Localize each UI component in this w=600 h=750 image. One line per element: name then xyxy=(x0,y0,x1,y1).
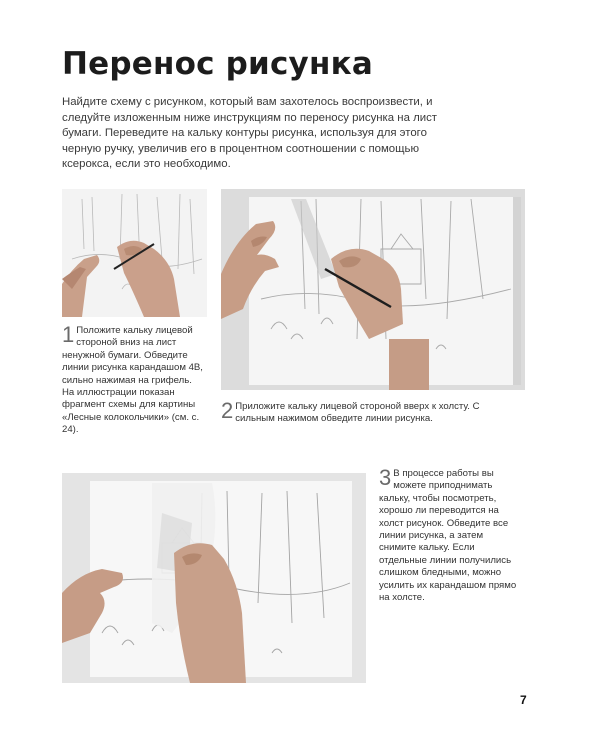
page-title: Перенос рисунка xyxy=(62,46,373,82)
step2-photo xyxy=(221,189,525,390)
step-text: В процессе работы вы можете приподнимать кальку, чтобы посмотреть, хорошо ли переводится на холст рисунок. Обведите все линии рисунка, а затем снимите кальку. Если отдельные линии получились слишком бледными, можно усилить их карандашом прямо на холсте. xyxy=(379,468,517,604)
step-1 xyxy=(62,322,205,437)
step1-photo xyxy=(62,189,207,317)
step-text: Приложите кальку лицевой стороной вверх к холсту. С сильным нажимом обведите линии рисунка. xyxy=(235,401,480,425)
step-number: 1 xyxy=(62,322,75,347)
step-number: 2 xyxy=(221,398,234,423)
step-text: Положите кальку лицевой стороной вниз на лист ненужной бумаги. Обведите линии рисунка карандашом 4В, сильно нажимая на грифель. На иллюстрации показан фрагмент схемы для картины «Лесные колокольчики» (см. с. 24). xyxy=(62,325,203,436)
page-number: 7 xyxy=(520,693,527,707)
step-number: 3 xyxy=(379,465,392,490)
step-3 xyxy=(379,465,521,604)
intro-paragraph: Найдите схему с рисунком, который вам захотелось воспроизвести, и следуйте изложенным ниже инструкциям по переносу рисунка на лист бумаги. Переведите на кальку контуры рисунка, используя для этого черную ручку, увеличив его в процентном соотношении с помощью ксерокса, если это необходимо. xyxy=(62,96,437,171)
step-2 xyxy=(221,398,521,426)
step3-photo xyxy=(62,473,366,683)
